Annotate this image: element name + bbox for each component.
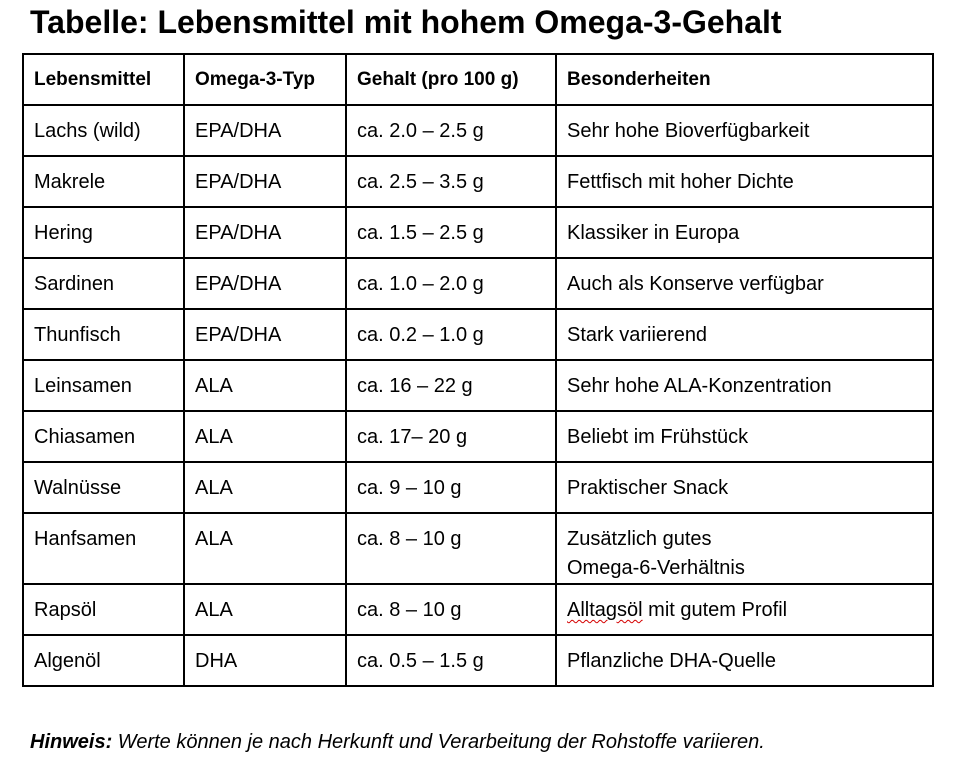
table-row <box>23 462 933 513</box>
cell-omega3-type: EPA/DHA <box>184 309 346 360</box>
cell-notes <box>556 105 933 156</box>
footnote <box>30 728 765 756</box>
cell-content: ca. 0.2 – 1.0 g <box>346 309 556 360</box>
note-line: Fettfisch mit hoher Dichte <box>567 171 794 193</box>
table-row <box>23 309 933 360</box>
note-line: Pflanzliche DHA-Quelle <box>567 650 776 672</box>
cell-omega3-type: ALA <box>184 462 346 513</box>
cell-omega3-type: ALA <box>184 411 346 462</box>
cell-omega3-type: EPA/DHA <box>184 207 346 258</box>
note-line: Stark variierend <box>567 324 708 346</box>
table-body <box>23 105 933 686</box>
table-row <box>23 105 933 156</box>
note-line: Sehr hohe ALA-Konzentration <box>567 375 832 397</box>
note-line: Praktischer Snack <box>567 477 729 499</box>
cell-content: ca. 17– 20 g <box>346 411 556 462</box>
cell-notes <box>556 635 933 686</box>
cell-omega3-type: EPA/DHA <box>184 156 346 207</box>
table-row <box>23 207 933 258</box>
cell-food: Rapsöl <box>23 584 184 635</box>
note-line: Alltagsöl mit gutem Profil <box>567 599 788 621</box>
cell-food: Thunfisch <box>23 309 184 360</box>
cell-omega3-type: ALA <box>184 513 346 584</box>
cell-food: Sardinen <box>23 258 184 309</box>
table-row <box>23 360 933 411</box>
table-header <box>23 54 933 105</box>
spellcheck-marked-word: Alltagsöl <box>567 599 643 621</box>
cell-content: ca. 1.0 – 2.0 g <box>346 258 556 309</box>
cell-content: ca. 8 – 10 g <box>346 584 556 635</box>
cell-omega3-type: EPA/DHA <box>184 258 346 309</box>
cell-notes <box>556 207 933 258</box>
cell-content: ca. 8 – 10 g <box>346 513 556 584</box>
note-line: Zusätzlich gutes <box>567 528 712 550</box>
note-line: Sehr hohe Bioverfügbarkeit <box>567 120 810 142</box>
cell-notes <box>556 411 933 462</box>
cell-food: Chiasamen <box>23 411 184 462</box>
cell-omega3-type: ALA <box>184 360 346 411</box>
table-row <box>23 258 933 309</box>
cell-omega3-type: DHA <box>184 635 346 686</box>
cell-food: Hering <box>23 207 184 258</box>
cell-notes <box>556 462 933 513</box>
cell-food: Leinsamen <box>23 360 184 411</box>
cell-content: ca. 0.5 – 1.5 g <box>346 635 556 686</box>
cell-notes <box>556 584 933 635</box>
table-row <box>23 411 933 462</box>
note-line: Auch als Konserve verfügbar <box>567 273 824 295</box>
cell-omega3-type: EPA/DHA <box>184 105 346 156</box>
cell-food: Walnüsse <box>23 462 184 513</box>
cell-notes <box>556 513 933 584</box>
note-line: Klassiker in Europa <box>567 222 740 244</box>
cell-notes <box>556 258 933 309</box>
page-title: Tabelle: Lebensmittel mit hohem Omega-3-Gehalt <box>30 4 782 40</box>
column-header-content: Gehalt (pro 100 g) <box>346 54 556 105</box>
cell-food: Lachs (wild) <box>23 105 184 156</box>
footnote-label: Hinweis: <box>30 731 113 753</box>
cell-omega3-type: ALA <box>184 584 346 635</box>
table-header-row <box>23 54 933 105</box>
column-header-omega3-type: Omega-3-Typ <box>184 54 346 105</box>
table-row <box>23 635 933 686</box>
omega3-table <box>22 53 934 687</box>
table-row <box>23 513 933 584</box>
cell-notes <box>556 309 933 360</box>
cell-content: ca. 16 – 22 g <box>346 360 556 411</box>
table-row <box>23 584 933 635</box>
footnote-text: Werte können je nach Herkunft und Verarbeitung der Rohstoffe variieren. <box>112 731 765 753</box>
column-header-food: Lebensmittel <box>23 54 184 105</box>
table-row <box>23 156 933 207</box>
cell-content: ca. 9 – 10 g <box>346 462 556 513</box>
cell-food: Hanfsamen <box>23 513 184 584</box>
column-header-notes: Besonderheiten <box>556 54 933 105</box>
cell-content: ca. 2.0 – 2.5 g <box>346 105 556 156</box>
note-line: Omega-6-Verhältnis <box>567 557 745 579</box>
cell-content: ca. 2.5 – 3.5 g <box>346 156 556 207</box>
note-line: Beliebt im Frühstück <box>567 426 749 448</box>
cell-notes <box>556 360 933 411</box>
cell-content: ca. 1.5 – 2.5 g <box>346 207 556 258</box>
cell-food: Makrele <box>23 156 184 207</box>
cell-food: Algenöl <box>23 635 184 686</box>
cell-notes <box>556 156 933 207</box>
